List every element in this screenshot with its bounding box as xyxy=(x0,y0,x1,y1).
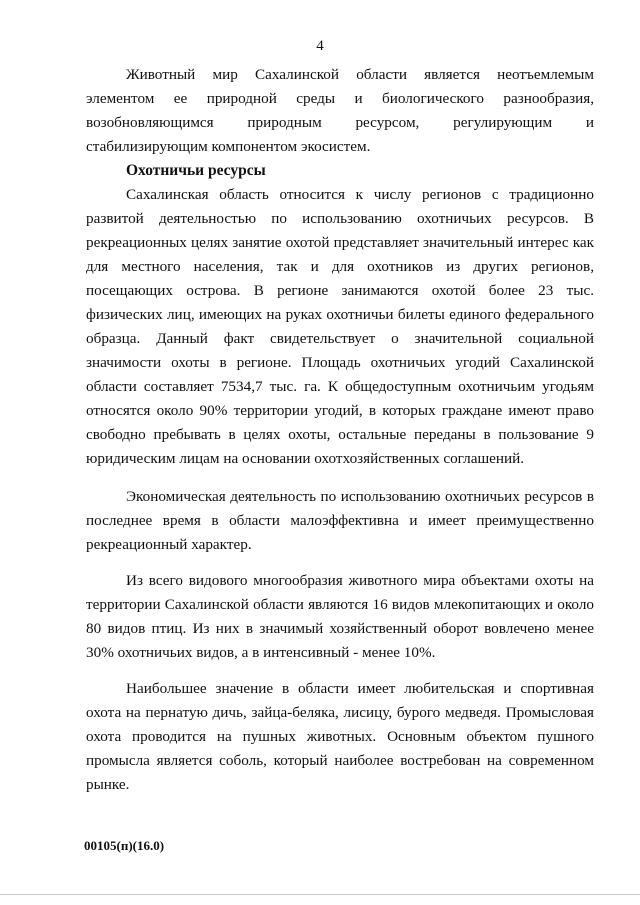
page-number: 4 xyxy=(316,38,324,54)
document-code: 00105(п)(16.0) xyxy=(84,838,165,853)
paragraph-hunting-overview: Сахалинская область относится к числу регионов с традиционно развитой деятельностью по использованию охотничьих ресурсов. В рекреационных целях занятие охотой представляет значительный интерес как для местного населения, так и для охотников из других регионов, посещающих острова. В регионе занимаются охотой более 23 тыс. физических лиц, имеющих на руках охотничьи билеты единого федерального образца. Данный факт свидетельствует о значительной социальной значимости охоты в регионе. Площадь охотничьих угодий Сахалинской области составляет 7534,7 тыс. га. К общедоступным охотничьим угодьям относятся около 90% территории угодий, в которых граждане имеют право свободно пребывать в целях охоты, остальные переданы в пользование 9 юридическим лицам на основании охотхозяйственных соглашений. xyxy=(86,186,594,467)
paragraph-hunting-species: Из всего видового многообразия животного мира объектами охоты на территории Сахалинской области являются 16 видов млекопитающих и около 80 видов птиц. Из них в значимый хозяйственный оборот вовлечено менее 30% охотничьих видов, а в интенсивный - менее 10%. xyxy=(86,572,594,661)
paragraph-hunting-types: Наибольшее значение в области имеет любительская и спортивная охота на пернатую дичь, зайца-беляка, лисицу, бурого медведя. Промысловая охота проводится на пушных животных. Основным объектом пушного промысла является соболь, который наиболее востребован на современном рынке. xyxy=(86,680,594,793)
paragraph-economic-activity: Экономическая деятельность по использованию охотничьих ресурсов в последнее время в области малоэффективна и имеет преимущественно рекреационный характер. xyxy=(86,488,594,553)
intro-paragraph: Животный мир Сахалинской области является неотъемлемым элементом ее природной среды и биологического разнообразия, возобновляющимся природным ресурсом, регулирующим и стабилизирующим компонентом экосистем. xyxy=(86,66,594,155)
document-body xyxy=(86,63,594,797)
section-heading: Охотничьи ресурсы xyxy=(126,162,266,179)
bottom-divider xyxy=(0,894,640,895)
